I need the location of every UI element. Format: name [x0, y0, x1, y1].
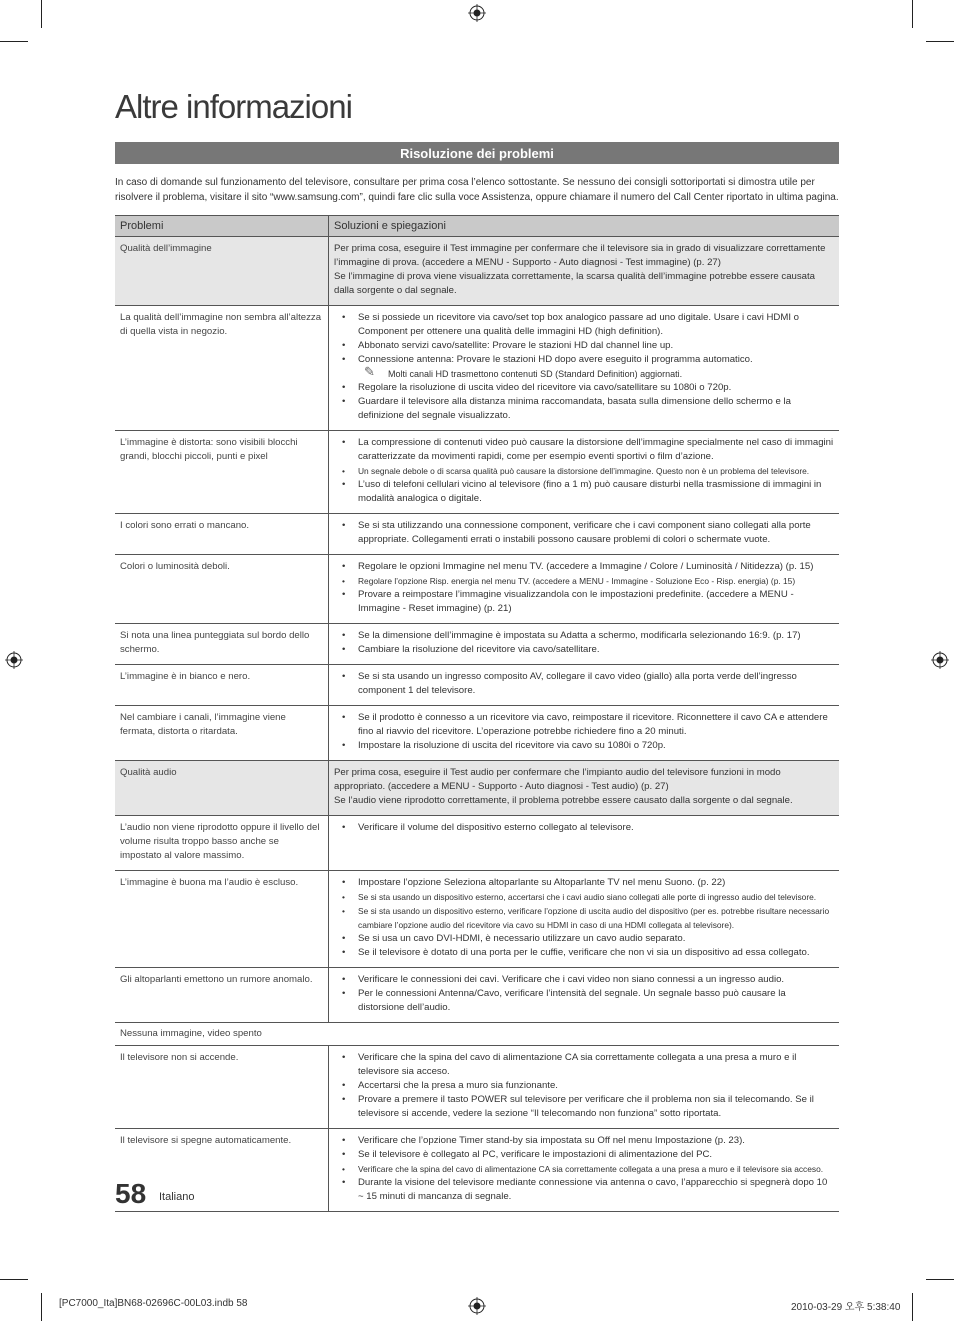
- solution-item: [334, 464, 834, 478]
- solution-text: Se si usa un cavo DVI-HDMI, è necessario utilizzare un cavo audio separato.: [358, 933, 686, 944]
- table-row: [115, 514, 839, 555]
- solution-text: Durante la visione del televisore mediante connessione via antenna o cavo, l’apparecchio si spegnerà dopo 10 ~ 15 minuti di mancanza di segnale.: [358, 1177, 828, 1202]
- problem-cell: La qualità dell’immagine non sembra all’altezza di quella vista in negozio.: [115, 306, 329, 431]
- solution-list: [334, 560, 834, 616]
- table-row: [115, 555, 839, 624]
- solution-cell: [329, 816, 840, 871]
- solution-item: [334, 946, 834, 960]
- solution-text: Connessione antenna: Provare le stazioni HD dopo avere eseguito il programma automatico.: [358, 354, 753, 365]
- table-body: [115, 237, 839, 1212]
- problem-cell: Colori o luminosità deboli.: [115, 555, 329, 624]
- solution-list: [334, 711, 834, 753]
- table-row: [115, 1023, 839, 1046]
- crop-mark: [912, 0, 913, 28]
- crop-mark: [41, 1293, 42, 1321]
- solution-text: Impostare l’opzione Seleziona altoparlante su Altoparlante TV nel menu Suono. (p. 22): [358, 877, 726, 888]
- table-row: [115, 968, 839, 1023]
- solution-item: [334, 821, 834, 835]
- section-heading: Risoluzione dei problemi: [115, 142, 839, 164]
- solution-text: Impostare la risoluzione di uscita del ricevitore via cavo su 1080i o 720p.: [358, 740, 666, 751]
- solution-cell: [329, 514, 840, 555]
- table-row: [115, 306, 839, 431]
- solution-text: Verificare che la spina del cavo di alimentazione CA sia correttamente collegata a una presa a muro e il televisore sia acceso.: [358, 1164, 824, 1174]
- solution-text: Se si sta utilizzando una connessione component, verificare che i cavi component siano collegati alla porte appropriate. Collegamenti errati o instabili possono causare problemi di colori o schermate vuote.: [358, 520, 811, 545]
- solution-cell: [329, 555, 840, 624]
- solution-text: Verificare che l’opzione Timer stand-by sia impostata su Off nel menu Impostazione (p. 23).: [358, 1135, 745, 1146]
- solution-list: [334, 1051, 834, 1121]
- problem-cell: L’immagine è in bianco e nero.: [115, 665, 329, 706]
- problem-cell: Nel cambiare i canali, l’immagine viene fermata, distorta o ritardata.: [115, 706, 329, 761]
- solution-list: [334, 629, 834, 657]
- table-header-row: [115, 216, 839, 237]
- solution-text: Regolare l’opzione Risp. energia nel menu TV. (accedere a MENU - Immagine - Soluzione Eco - Risp. energia) (p. 15): [358, 576, 796, 586]
- table-row: [115, 816, 839, 871]
- table-row: [115, 431, 839, 514]
- solution-item: [334, 311, 834, 339]
- solution-item: [334, 1148, 834, 1162]
- problem-cell: L’immagine è distorta: sono visibili blocchi grandi, blocchi piccoli, punti e pixel: [115, 431, 329, 514]
- intro-paragraph: In caso di domande sul funzionamento del televisore, consultare per prima cosa l’elenco sottostante. Se nessuno dei consigli sottoriportati si dimostra utile per risolvere il problema, visitare il sito “www.samsung.com”, quindi fare clic sulla voce Assistenza, oppure chiamare il numero del Call Center riportato in ultima pagina.: [115, 177, 839, 203]
- column-header-solutions: Soluzioni e spiegazioni: [329, 216, 840, 237]
- problem-cell: Si nota una linea punteggiata sul bordo dello schermo.: [115, 624, 329, 665]
- problem-cell: L’audio non viene riprodotto oppure il livello del volume risulta troppo basso anche se impostato al valore massimo.: [115, 816, 329, 871]
- solution-item: [334, 519, 834, 547]
- solution-item: [334, 629, 834, 643]
- solution-text: Se si sta usando un dispositivo esterno, accertarsi che i cavi audio siano collegati alle porte di ingresso audio del televisore.: [358, 892, 817, 902]
- registration-mark-icon: [931, 651, 949, 669]
- solution-item: [334, 904, 834, 932]
- footer-language: Italiano: [159, 1191, 195, 1203]
- solution-cell: [329, 968, 840, 1023]
- solution-text: Se la dimensione dell’immagine è impostata su Adatta a schermo, modificarla selezionando 16:9. (p. 17): [358, 630, 801, 641]
- solution-text: Regolare le opzioni Immagine nel menu TV. (accedere a Immagine / Colore / Luminosità / Nitidezza) (p. 15): [358, 561, 814, 572]
- solution-item: [334, 1162, 834, 1176]
- solution-cell: [329, 624, 840, 665]
- solution-cell: [329, 665, 840, 706]
- troubleshooting-table: [115, 215, 839, 1212]
- solution-cell: [329, 431, 840, 514]
- table-row: [115, 706, 839, 761]
- solution-text: Se si sta usando un ingresso composito AV, collegare il cavo video (giallo) alla porta verde dell’ingresso component 1 del televisore.: [358, 671, 797, 696]
- column-header-problems: Problemi: [115, 216, 329, 237]
- solution-text: La compressione di contenuti video può causare la distorsione dell’immagine specialmente nel caso di immagini caratterizzate da movimenti rapidi, come per esempio eventi sportivi o film d’azione.: [358, 437, 834, 462]
- solution-text: Abbonato servizi cavo/satellite: Provare le stazioni HD dal channel line up.: [358, 340, 674, 351]
- solution-list: [334, 821, 834, 835]
- solution-list: [334, 436, 834, 506]
- solution-item: [334, 890, 834, 904]
- solution-item: [334, 353, 834, 367]
- registration-mark-icon: [5, 651, 23, 669]
- problem-cell: Gli altoparlanti emettono un rumore anomalo.: [115, 968, 329, 1023]
- solution-item: [334, 1093, 834, 1121]
- solution-cell: Per prima cosa, eseguire il Test audio per confermare che l’impianto audio del televisore funzioni in modo appropriato. (accedere a MENU - Supporto - Auto diagnosi - Test audio) (p. 27) Se l’audio viene riprodotto correttamente, il problema potrebbe essere causato dalla sorgente o dal segnale.: [329, 761, 840, 816]
- solution-item: [334, 987, 834, 1015]
- solution-text: Regolare la risoluzione di uscita video del ricevitore via cavo/satellitare su 1080i o 720p.: [358, 382, 732, 393]
- solution-text: Se il televisore è dotato di una porta per le cuffie, verificare che non vi sia un dispositivo ad essa collegato.: [358, 947, 810, 958]
- solution-item: [334, 1134, 834, 1148]
- table-row: [115, 761, 839, 816]
- print-slug-date: 2010-03-29 오후 5:38:40: [791, 1302, 901, 1313]
- solution-item: [334, 643, 834, 657]
- table-row: [115, 624, 839, 665]
- solution-cell: [329, 706, 840, 761]
- table-row: [115, 237, 839, 306]
- solution-text: Provare a reimpostare l’immagine visualizzandola con le impostazioni predefinite. (accedere a MENU - Immagine - Reset immagine) (p. 21): [358, 589, 794, 614]
- solution-item: [334, 339, 834, 353]
- solution-list: [334, 519, 834, 547]
- registration-mark-icon: [468, 4, 486, 22]
- crop-mark: [912, 1293, 913, 1321]
- solution-item: [334, 1051, 834, 1079]
- solution-cell: [329, 871, 840, 968]
- solution-text: Verificare che la spina del cavo di alimentazione CA sia correttamente collegata a una presa a muro e il televisore sia acceso.: [358, 1052, 797, 1077]
- solution-list: [334, 876, 834, 960]
- solution-text: Verificare le connessioni dei cavi. Verificare che i cavi video non siano connessi a un ingresso audio.: [358, 974, 785, 985]
- problem-cell: Il televisore non si accende.: [115, 1046, 329, 1129]
- crop-mark: [926, 1279, 954, 1280]
- solution-item: [334, 395, 834, 423]
- solution-cell: [329, 1046, 840, 1129]
- solution-text: Per le connessioni Antenna/Cavo, verificare l’intensità del segnale. Un segnale basso può causare la distorsione dell’audio.: [358, 988, 786, 1013]
- solution-text: Un segnale debole o di scarsa qualità può causare la distorsione dell’immagine. Questo non è un problema del televisore.: [358, 466, 810, 476]
- solution-item: [334, 670, 834, 698]
- problem-cell: Qualità dell’immagine: [115, 237, 329, 306]
- note-item: [334, 364, 834, 381]
- crop-mark: [926, 41, 954, 42]
- solution-item: [334, 739, 834, 753]
- solution-cell: [329, 1129, 840, 1212]
- solution-list: [334, 311, 834, 423]
- solution-text: Provare a premere il tasto POWER sul televisore per verificare che il problema non sia il telecomando. Se il televisore si accende, vedere la sezione “Il telecomando non funziona” sotto riportata.: [358, 1094, 814, 1119]
- solution-item: [334, 1079, 834, 1093]
- solution-item: [334, 436, 834, 464]
- problem-cell: L’immagine è buona ma l’audio è escluso.: [115, 871, 329, 968]
- registration-mark-icon: [468, 1297, 486, 1315]
- table-row: [115, 871, 839, 968]
- solution-item: [334, 588, 834, 616]
- solution-item: [334, 711, 834, 739]
- problem-cell: Qualità audio: [115, 761, 329, 816]
- solution-text: L’uso di telefoni cellulari vicino al televisore (fino a 1 m) può causare disturbi nella trasmissione di immagini in modalità analogica o digitale.: [358, 479, 822, 504]
- solution-item: [334, 574, 834, 588]
- solution-text: Se si sta usando un dispositivo esterno, verificare l’opzione di uscita audio del dispositivo (per es. potrebbe risultare necessario cambiare l’opzione audio del ricevitore via cavo su HDMI in caso di una HDMI collegata al televisore).: [358, 906, 830, 930]
- solution-text: Se il televisore è collegato al PC, verificare le impostazioni di alimentazione del PC.: [358, 1149, 713, 1160]
- solution-text: Se si possiede un ricevitore via cavo/set top box analogico passare ad uno digitale. Usare i cavi HDMI o Component per ottenere una qualità delle immagini HD (high definition).: [358, 312, 800, 337]
- solution-cell: Per prima cosa, eseguire il Test immagine per confermare che il televisore sia in grado di visualizzare correttamente l’immagine di prova. (accedere a MENU - Supporto - Auto diagnosi - Test immagine) (p. 27) Se l’immagine di prova viene visualizzata correttamente, la scarsa qualità dell’immagine potrebbe essere causata dalla sorgente o dal segnale.: [329, 237, 840, 306]
- solution-item: [334, 932, 834, 946]
- page-title: Altre informazioni: [115, 88, 352, 125]
- crop-mark: [0, 41, 28, 42]
- solution-item: [334, 381, 834, 395]
- solution-item: [334, 478, 834, 506]
- crop-mark: [41, 0, 42, 28]
- solution-text: Accertarsi che la presa a muro sia funzionante.: [358, 1080, 558, 1091]
- solution-text: Se il prodotto è connesso a un ricevitore via cavo, reimpostare il ricevitore. Riconnettere il cavo CA e attendere fino al riavvio del ricevitore. L’operazione potrebbe richiedere fino a 20 minuti.: [358, 712, 828, 737]
- solution-item: [334, 1176, 834, 1204]
- problem-cell: I colori sono errati o mancano.: [115, 514, 329, 555]
- solution-list: [334, 670, 834, 698]
- solution-cell: [329, 306, 840, 431]
- table-row: [115, 1129, 839, 1212]
- problem-cell: Il televisore si spegne automaticamente.: [115, 1129, 329, 1212]
- solution-item: [334, 560, 834, 574]
- solution-list: [334, 1134, 834, 1204]
- solution-text: Verificare il volume del dispositivo esterno collegato al televisore.: [358, 822, 634, 833]
- section-row-label: Nessuna immagine, video spento: [115, 1023, 839, 1046]
- solution-list: [334, 973, 834, 1015]
- solution-item: [334, 876, 834, 890]
- page-number: 58: [115, 1178, 147, 1209]
- solution-text: Molti canali HD trasmettono contenuti SD (Standard Definition) aggiornati.: [388, 369, 683, 379]
- table-row: [115, 1046, 839, 1129]
- solution-text: Cambiare la risoluzione del ricevitore via cavo/satellitare.: [358, 644, 600, 655]
- pencil-note-icon: ✎: [364, 364, 375, 379]
- crop-mark: [0, 1279, 28, 1280]
- print-slug-file: [PC7000_Ita]BN68-02696C-00L03.indb 58: [59, 1298, 248, 1309]
- solution-item: [334, 973, 834, 987]
- table-row: [115, 665, 839, 706]
- solution-text: Guardare il televisore alla distanza minima raccomandata, basata sulla dimensione dello schermo e la definizione del segnale visualizzato.: [358, 396, 792, 421]
